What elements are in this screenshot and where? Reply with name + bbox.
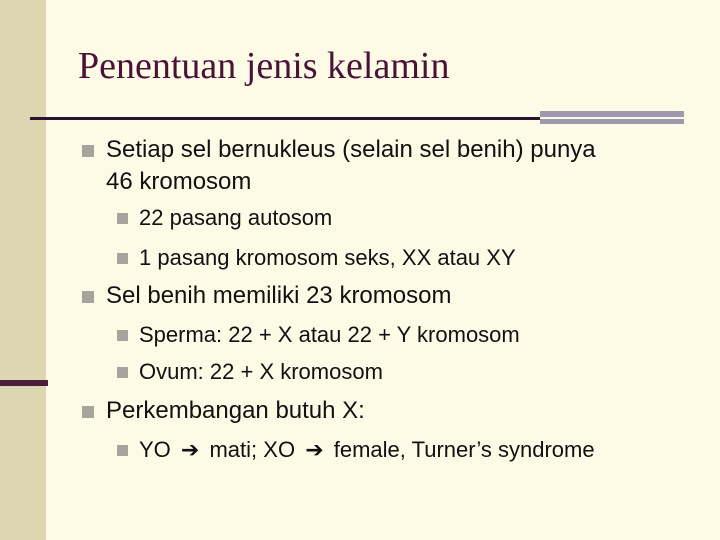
sub-bullet-text-part: YO	[139, 437, 171, 462]
square-bullet-icon	[82, 145, 94, 157]
sub-bullet-item	[139, 243, 516, 273]
square-bullet-icon	[117, 445, 128, 456]
square-bullet-icon	[82, 291, 94, 303]
sub-bullet-text: Sperma: 22 + X atau 22 + Y kromosom	[139, 322, 520, 347]
sub-bullet-item	[139, 435, 595, 466]
sub-bullet-item	[139, 203, 332, 233]
bullet-item-3	[106, 395, 365, 427]
sub-bullet-text: 22 pasang autosom	[139, 205, 333, 230]
sub-bullet-item	[139, 320, 520, 350]
bullet-item-1	[106, 134, 596, 166]
square-bullet-icon	[117, 330, 128, 341]
right-arrow-icon: ➔	[305, 438, 324, 463]
sub-bullet-text-part: mati; XO	[209, 437, 296, 462]
bullet-text: Sel benih memiliki 23 kromosom	[106, 282, 452, 309]
bullet-text: 46 kromosom	[106, 168, 252, 195]
bullet-text: Setiap sel bernukleus (selain sel benih) punya	[106, 136, 596, 163]
slide-title: Penentuan jenis kelamin	[78, 45, 450, 87]
right-arrow-icon: ➔	[180, 438, 200, 463]
square-bullet-icon	[117, 253, 128, 264]
bullet-text: Perkembangan butuh X:	[106, 397, 365, 424]
bullet-item-1-continuation	[106, 166, 251, 198]
square-bullet-icon	[117, 213, 128, 224]
bullet-item-2	[106, 280, 451, 312]
square-bullet-icon	[82, 406, 94, 418]
sub-bullet-text-part: female, Turner’s syndrome	[333, 437, 595, 462]
sub-bullet-item	[139, 357, 383, 387]
sub-bullet-text: 1 pasang kromosom seks, XX atau XY	[139, 245, 516, 270]
sub-bullet-text: Ovum: 22 + X kromosom	[139, 359, 383, 384]
square-bullet-icon	[117, 367, 128, 378]
